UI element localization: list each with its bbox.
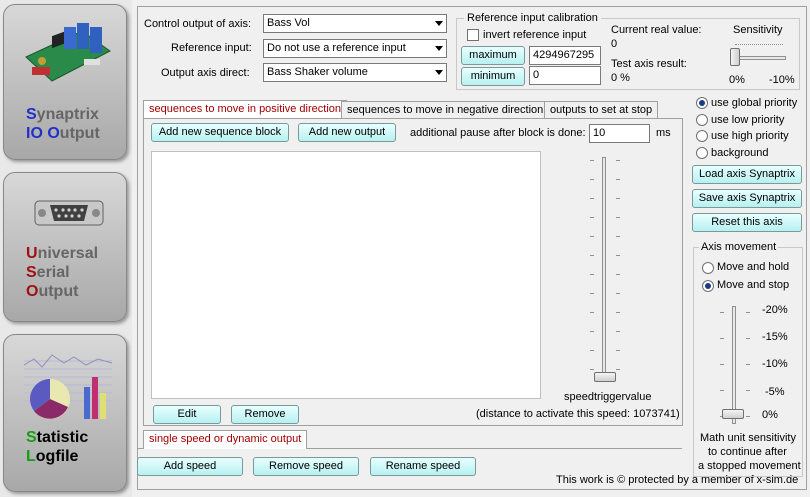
output-direct-label: Output axis direct: bbox=[161, 67, 250, 79]
slider-tick bbox=[746, 416, 750, 417]
slider-tick bbox=[590, 293, 594, 294]
save-axis-button[interactable]: Save axis Synaptrix bbox=[692, 189, 802, 208]
math-scale-20: -20% bbox=[762, 304, 788, 316]
slider-tick bbox=[616, 236, 620, 237]
math-note-line3: a stopped movement bbox=[698, 460, 801, 472]
nav-statistic-rest: tatistic bbox=[36, 429, 89, 446]
slider-tick bbox=[616, 369, 620, 370]
reference-input-value: Do not use a reference input bbox=[267, 42, 406, 54]
nav-universal-serial-output[interactable] bbox=[3, 172, 127, 322]
high-priority-label: use high priority bbox=[711, 130, 789, 142]
nav-synaptrix-rest: ynaptrix bbox=[36, 106, 99, 123]
pause-input[interactable]: 10 bbox=[589, 124, 650, 143]
math-note-line2: to continue after bbox=[708, 446, 787, 458]
reset-axis-button[interactable]: Reset this axis bbox=[692, 213, 802, 232]
slider-tick bbox=[590, 236, 594, 237]
add-output-button[interactable]: Add new output bbox=[298, 123, 396, 142]
add-sequence-block-button[interactable]: Add new sequence block bbox=[151, 123, 289, 142]
slider-tick bbox=[720, 338, 724, 339]
slider-tick bbox=[590, 274, 594, 275]
slider-tick bbox=[616, 160, 620, 161]
output-direct-select[interactable] bbox=[263, 63, 447, 82]
control-axis-select[interactable] bbox=[263, 14, 447, 33]
nav-output-rest: utput bbox=[59, 125, 100, 142]
move-and-hold-label: Move and hold bbox=[717, 261, 790, 273]
slider-tick bbox=[746, 364, 750, 365]
sensitivity-min: 0% bbox=[729, 74, 745, 86]
background-priority-label: background bbox=[711, 147, 769, 159]
nav-output2-rest: utput bbox=[38, 283, 79, 300]
rename-speed-button[interactable]: Rename speed bbox=[370, 457, 476, 476]
remove-button[interactable]: Remove bbox=[231, 405, 299, 424]
load-axis-button[interactable]: Load axis Synaptrix bbox=[692, 165, 802, 184]
nav-statistic-logfile[interactable] bbox=[3, 334, 127, 492]
slider-tick bbox=[746, 338, 750, 339]
move-and-stop-label: Move and stop bbox=[717, 279, 790, 291]
chevron-down-icon bbox=[435, 21, 443, 26]
slider-tick bbox=[616, 312, 620, 313]
tab-outputs-at-stop[interactable]: outputs to set at stop bbox=[544, 101, 658, 119]
tab-single-speed[interactable]: single speed or dynamic output bbox=[143, 430, 307, 449]
radio-high-priority[interactable] bbox=[696, 130, 708, 142]
minimum-button[interactable]: minimum bbox=[461, 67, 525, 86]
reference-input-select[interactable] bbox=[263, 39, 447, 58]
math-scale-0: 0% bbox=[762, 409, 778, 421]
current-value-label: Current real value: bbox=[611, 24, 702, 36]
nav-logfile-initial: L bbox=[26, 448, 36, 465]
slider-tick bbox=[616, 179, 620, 180]
maximum-button[interactable]: maximum bbox=[461, 46, 525, 65]
radio-global-priority[interactable] bbox=[696, 97, 708, 109]
distance-text: (distance to activate this speed: 1073741) bbox=[476, 408, 680, 420]
slider-tick bbox=[616, 293, 620, 294]
radio-move-and-hold[interactable] bbox=[702, 262, 714, 274]
radio-low-priority[interactable] bbox=[696, 114, 708, 126]
nav-serial-rest: erial bbox=[36, 264, 70, 281]
slider-tick bbox=[590, 160, 594, 161]
tab-negative-direction[interactable]: sequences to move in negative direction bbox=[341, 101, 549, 119]
slider-tick bbox=[720, 390, 724, 391]
slider-tick bbox=[746, 390, 750, 391]
speed-trigger-track bbox=[602, 157, 606, 379]
slider-tick bbox=[590, 255, 594, 256]
nav-synaptrix-initial: S bbox=[26, 106, 37, 123]
sequence-list[interactable] bbox=[151, 151, 541, 399]
math-note-line1: Math unit sensitivity bbox=[700, 432, 796, 444]
math-scale-10: -10% bbox=[762, 358, 788, 370]
slider-tick bbox=[590, 331, 594, 332]
control-axis-label: Control output of axis: bbox=[144, 18, 252, 30]
sensitivity-ticks bbox=[735, 44, 783, 45]
nav-synaptrix-io-output[interactable] bbox=[3, 4, 127, 160]
control-axis-value: Bass Vol bbox=[267, 17, 310, 29]
global-priority-label: use global priority bbox=[711, 97, 798, 109]
speed-trigger-thumb[interactable] bbox=[594, 372, 616, 382]
minimum-input[interactable]: 0 bbox=[529, 66, 601, 85]
test-result-value: 0 % bbox=[611, 72, 630, 84]
serial-port-icon bbox=[34, 195, 104, 231]
output-direct-value: Bass Shaker volume bbox=[267, 66, 368, 78]
nav-io: IO bbox=[26, 125, 43, 142]
nav-universal-rest: niversal bbox=[37, 245, 99, 262]
current-value: 0 bbox=[611, 38, 618, 50]
pause-unit: ms bbox=[656, 127, 671, 139]
slider-tick bbox=[616, 274, 620, 275]
invert-reference-label: invert reference input bbox=[483, 29, 587, 41]
test-result-label: Test axis result: bbox=[611, 58, 687, 70]
math-scale-15: -15% bbox=[762, 331, 788, 343]
math-scale-5: -5% bbox=[765, 386, 785, 398]
chevron-down-icon bbox=[435, 46, 443, 51]
math-unit-thumb[interactable] bbox=[722, 409, 744, 419]
slider-tick bbox=[746, 312, 750, 313]
slider-tick bbox=[590, 217, 594, 218]
low-priority-label: use low priority bbox=[711, 114, 785, 126]
nav-serial-initial: S bbox=[26, 264, 37, 281]
nav-universal-initial: U bbox=[26, 245, 38, 262]
slider-tick bbox=[590, 350, 594, 351]
slider-tick bbox=[720, 312, 724, 313]
circuit-board-icon bbox=[22, 17, 112, 92]
slider-tick bbox=[616, 198, 620, 199]
axis-movement-title: Axis movement bbox=[701, 241, 777, 253]
radio-background-priority[interactable] bbox=[696, 147, 708, 159]
speed-trigger-label: speedtriggervalue bbox=[564, 391, 652, 403]
nav-output-initial: O bbox=[47, 125, 60, 142]
calibration-title: Reference input calibration bbox=[464, 12, 601, 24]
math-unit-track bbox=[732, 306, 736, 424]
edit-button[interactable]: Edit bbox=[153, 405, 221, 424]
slider-tick bbox=[590, 312, 594, 313]
tab-positive-direction[interactable]: sequences to move in positive direction bbox=[143, 100, 347, 119]
footer-copyright: This work is © protected by a member of x-sim.de bbox=[556, 474, 799, 486]
sensitivity-slider-thumb[interactable] bbox=[730, 48, 740, 66]
add-speed-button[interactable]: Add speed bbox=[137, 457, 243, 476]
slider-tick bbox=[616, 331, 620, 332]
nav-statistic-initial: S bbox=[26, 429, 37, 446]
nav-logfile-rest: ogfile bbox=[35, 448, 79, 465]
remove-speed-button[interactable]: Remove speed bbox=[253, 457, 359, 476]
slider-tick bbox=[590, 198, 594, 199]
radio-move-and-stop[interactable] bbox=[702, 280, 714, 292]
slider-tick bbox=[616, 350, 620, 351]
sensitivity-max: -10% bbox=[769, 74, 795, 86]
invert-reference-checkbox[interactable] bbox=[467, 29, 479, 41]
pause-label: additional pause after block is done: bbox=[410, 127, 586, 139]
slider-tick bbox=[616, 255, 620, 256]
slider-tick bbox=[590, 369, 594, 370]
statistics-chart-icon bbox=[22, 349, 114, 425]
slider-tick bbox=[616, 217, 620, 218]
sensitivity-label: Sensitivity bbox=[733, 24, 783, 36]
chevron-down-icon bbox=[435, 70, 443, 75]
slider-tick bbox=[590, 179, 594, 180]
maximum-input[interactable]: 4294967295 bbox=[529, 46, 601, 65]
nav-output2-initial: O bbox=[26, 283, 39, 300]
slider-tick bbox=[720, 364, 724, 365]
reference-input-label: Reference input: bbox=[171, 42, 252, 54]
